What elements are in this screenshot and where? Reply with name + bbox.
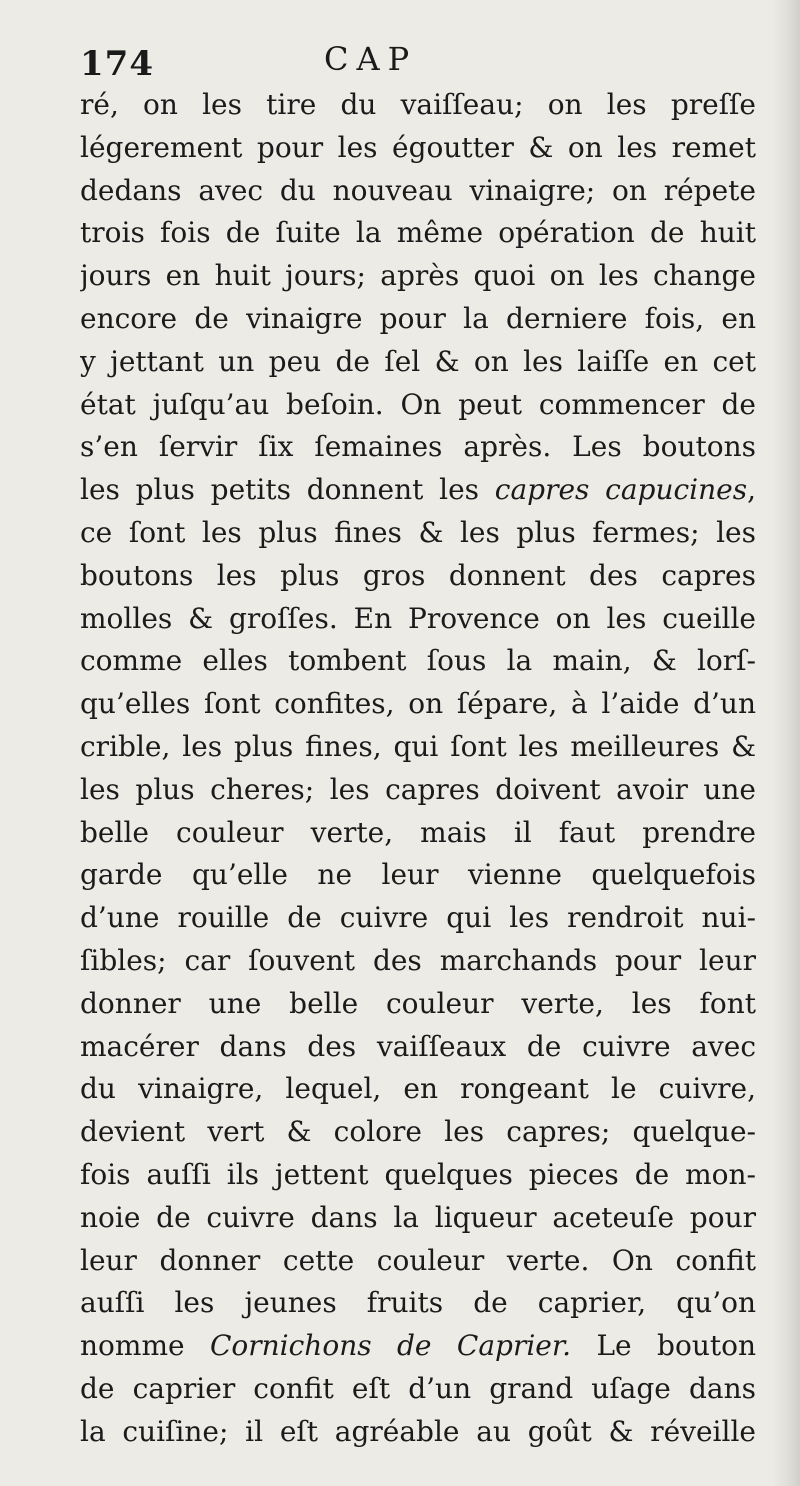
text-line: auſſi les jeunes fruits de caprier, qu’on <box>80 1286 756 1320</box>
text-line: comme elles tombent ſous la main, & lorſ- <box>80 644 756 678</box>
text-line: dedans avec du nouveau vinaigre; on répete <box>80 173 756 207</box>
text-line: molles & groſſes. En Provence on les cueille <box>80 601 756 635</box>
text-line: y jettant un peu de ſel & on les laiſſe en cet <box>80 344 756 378</box>
running-head: CAP <box>324 40 418 78</box>
text-line: leur donner cette couleur verte. On confit <box>80 1243 756 1277</box>
text-span: , <box>747 473 756 507</box>
text-line: d’une rouille de cuivre qui les rendroit nui- <box>80 901 756 935</box>
text-line: du vinaigre, lequel, en rongeant le cuivre, <box>80 1072 756 1106</box>
text-span: nomme <box>80 1329 210 1363</box>
text-line: boutons les plus gros donnent des capres <box>80 558 756 592</box>
text-line: les plus cheres; les capres doivent avoir une <box>80 772 756 806</box>
text-line: noie de cuivre dans la liqueur aceteuſe pour <box>80 1200 756 1234</box>
text-line <box>80 1325 756 1368</box>
text-span: les plus petits donnent les <box>80 473 495 507</box>
text-line: crible, les plus fines, qui ſont les meilleures & <box>80 729 756 763</box>
text-line: de caprier confit eſt d’un grand uſage dans <box>80 1371 756 1405</box>
text-line <box>80 469 756 512</box>
text-line: devient vert & colore les capres; quelque- <box>80 1115 756 1149</box>
text-line: fois auſſi ils jettent quelques pieces de mon- <box>80 1157 756 1191</box>
body-text <box>80 84 756 1454</box>
text-line: légerement pour les égoutter & on les remet <box>80 130 756 164</box>
italic-term-capres-capucines: capres capucines <box>494 473 748 507</box>
text-line: ré, on les tire du vaiſſeau; on les preſſe <box>80 88 756 121</box>
page-number: 174 <box>80 44 154 84</box>
text-line: donner une belle couleur verte, les font <box>80 986 756 1020</box>
text-line: encore de vinaigre pour la derniere fois, en <box>80 301 756 335</box>
italic-term-cornichons-de-caprier: Cornichons de Caprier. <box>209 1329 572 1363</box>
text-line: jours en huit jours; après quoi on les change <box>80 259 756 293</box>
text-line: qu’elles ſont confites, on ſépare, à l’aide d’un <box>80 687 756 721</box>
text-line: garde qu’elle ne leur vienne quelquefois <box>80 858 756 892</box>
text-line: s’en ſervir ſix ſemaines après. Les boutons <box>80 430 756 464</box>
text-line: trois fois de ſuite la même opération de huit <box>80 216 756 250</box>
text-line: ſibles; car ſouvent des marchands pour leur <box>80 943 756 977</box>
text-span: Le bouton <box>571 1329 756 1363</box>
page-edge-shadow <box>772 0 800 1486</box>
text-line: belle couleur verte, mais il faut prendre <box>80 815 756 849</box>
text-line: la cuiſine; il eſt agréable au goût & réveille <box>80 1414 756 1448</box>
text-line: état juſqu’au beſoin. On peut commencer de <box>80 387 756 421</box>
text-line: macérer dans des vaiſſeaux de cuivre avec <box>80 1029 756 1063</box>
text-line: ce ſont les plus fines & les plus fermes; les <box>80 515 756 549</box>
